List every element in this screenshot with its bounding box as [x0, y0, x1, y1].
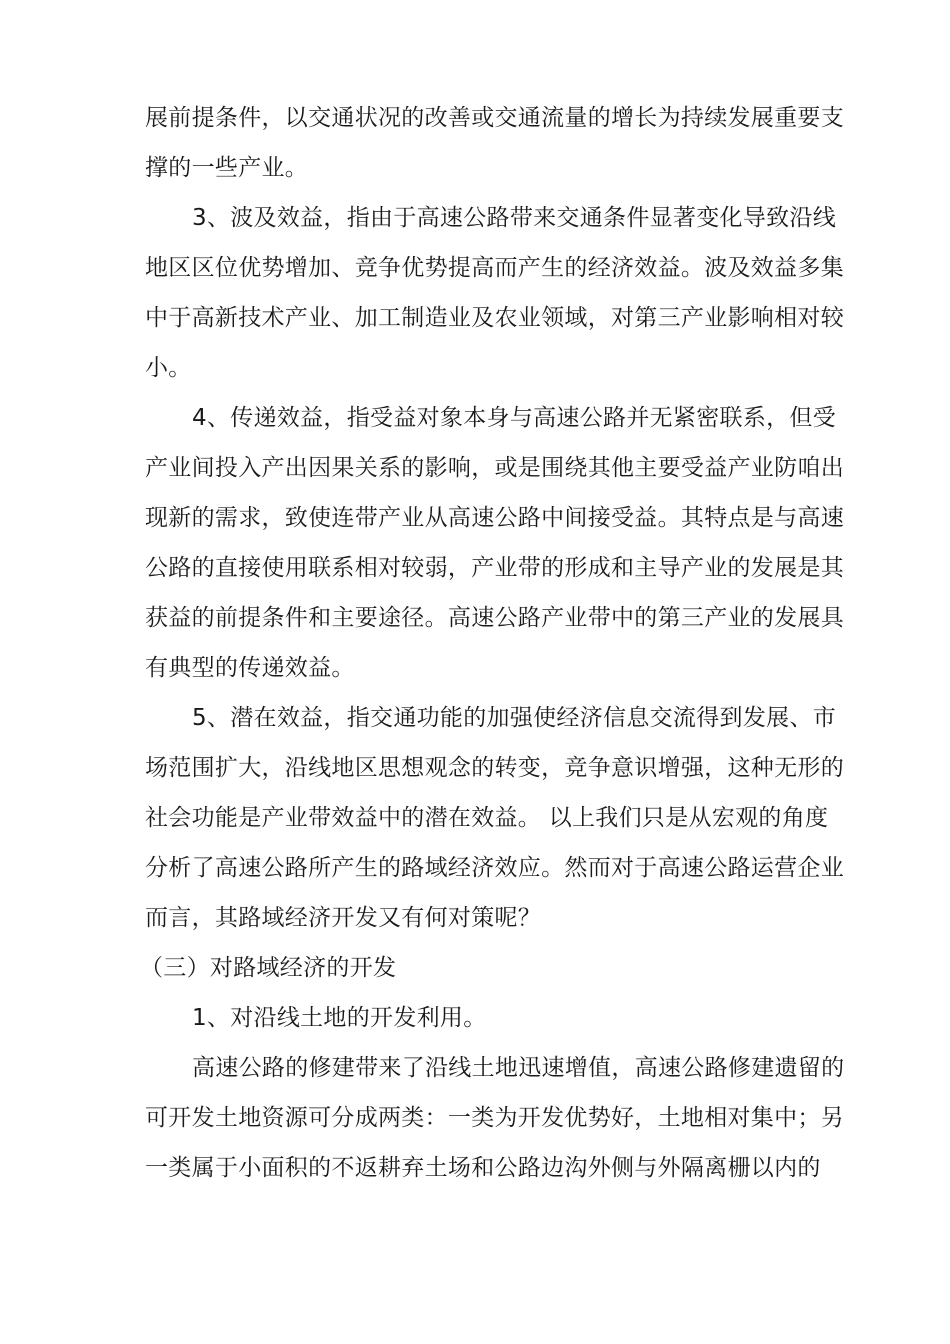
- paragraph-start-line: 5、潜在效益，指交通功能的加强使经济信息交流得到发展、市: [192, 705, 837, 731]
- subsection-heading: 1、对沿线土地的开发利用。: [192, 1005, 487, 1031]
- section-heading: （三）对路域经济的开发: [140, 955, 397, 981]
- paragraph-start-line: 高速公路的修建带来了沿线土地迅速增值，高速公路修建遗留的: [192, 1055, 845, 1081]
- text-line: 获益的前提条件和主要途径。高速公路产业带中的第三产业的发展具: [145, 605, 844, 631]
- text-line: 中于高新技术产业、加工制造业及农业领域，对第三产业影响相对较: [145, 305, 844, 331]
- text-line: 撑的一些产业。: [145, 155, 309, 181]
- text-line: 现新的需求，致使连带产业从高速公路中间接受益。其特点是与高速: [145, 505, 844, 531]
- text-line: 分析了高速公路所产生的路域经济效应。然而对于高速公路运营企业: [145, 855, 844, 881]
- text-line: 展前提条件，以交通状况的改善或交通流量的增长为持续发展重要支: [145, 105, 844, 131]
- text-line: 地区区位优势增加、竞争优势提高而产生的经济效益。波及效益多集: [145, 255, 844, 281]
- text-line: 社会功能是产业带效益中的潜在效益。 以上我们只是从宏观的角度: [145, 805, 829, 831]
- paragraph-start-line: 3、波及效益，指由于高速公路带来交通条件显著变化导致沿线: [192, 205, 837, 231]
- text-line: 产业间投入产出因果关系的影响，或是围绕其他主要受益产业防咱出: [145, 455, 844, 481]
- paragraph-start-line: 4、传递效益，指受益对象本身与高速公路并无紧密联系，但受: [192, 405, 837, 431]
- text-line: 公路的直接使用联系相对较弱，产业带的形成和主导产业的发展是其: [145, 555, 844, 581]
- text-line: 可开发土地资源可分成两类：一类为开发优势好，土地相对集中；另: [145, 1105, 844, 1131]
- text-line: 场范围扩大，沿线地区思想观念的转变，竞争意识增强，这种无形的: [145, 755, 844, 781]
- text-line: 小。: [145, 355, 192, 381]
- text-line: 而言，其路域经济开发又有何对策呢？: [145, 905, 542, 931]
- text-line: 一类属于小面积的不返耕弃土场和公路边沟外侧与外隔离栅以内的: [145, 1155, 821, 1181]
- text-line: 有典型的传递效益。: [145, 655, 355, 681]
